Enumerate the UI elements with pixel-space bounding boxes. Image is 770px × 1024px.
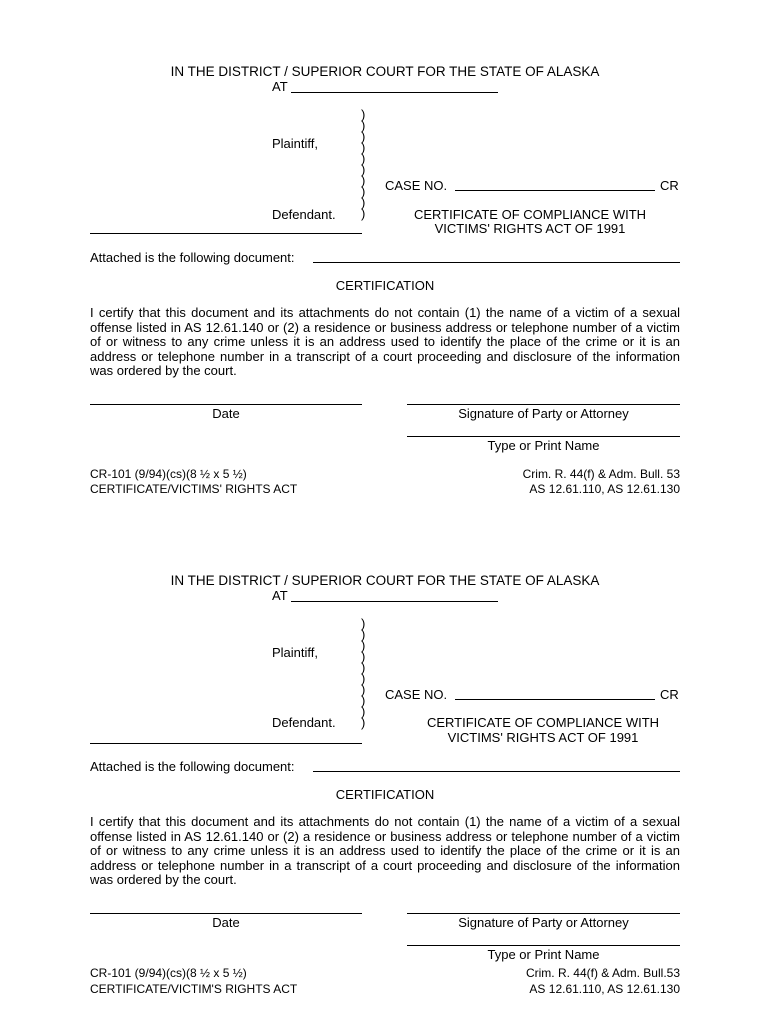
court-title: IN THE DISTRICT / SUPERIOR COURT FOR THE STATE OF ALASKA [170, 573, 600, 588]
certificate-form-2 [0, 509, 770, 1018]
footer-rule-reference: Crim. R. 44(f) & Adm. Bull. 53 [522, 467, 680, 481]
case-no-line[interactable] [455, 699, 655, 700]
certification-text: I certify that this document and its attachments do not contain (1) the name of a victim of a sexual offense listed in AS 12.61.140 or (2) a residence or business address or telephone number of a victim of or witness to any crime unless it is an address used to identify the place of the crime or it is an address or telephone number in a transcript of a court proceeding and disclosure of the information was ordered by the court. [90, 814, 680, 887]
attached-label: Attached is the following document: [90, 759, 295, 774]
plaintiff-label: Plaintiff, [272, 645, 319, 660]
attached-label: Attached is the following document: [90, 250, 295, 265]
footer-form-number: CR-101 (9/94)(cs)(8 ½ x 5 ½) [90, 467, 247, 481]
print-name-label: Type or Print Name [487, 438, 600, 453]
cr-label: CR [660, 687, 679, 702]
caption-parens: ) ) ) ) ) ) ) ) ) ) [361, 616, 366, 730]
cert-title-line1: CERTIFICATE OF COMPLIANCE WITH [426, 715, 660, 730]
cert-title-line1: CERTIFICATE OF COMPLIANCE WITH [413, 207, 647, 222]
footer-form-title: CERTIFICATE/VICTIM'S RIGHTS ACT [90, 982, 298, 996]
at-label: AT [272, 588, 288, 603]
date-line[interactable] [90, 913, 362, 914]
footer-form-title: CERTIFICATE/VICTIMS' RIGHTS ACT [90, 482, 298, 496]
location-line[interactable] [291, 92, 498, 93]
signature-line[interactable] [407, 913, 680, 914]
defendant-label: Defendant. [272, 207, 336, 222]
print-name-line[interactable] [407, 945, 680, 946]
case-no-label: CASE NO. [385, 687, 448, 702]
court-title: IN THE DISTRICT / SUPERIOR COURT FOR THE STATE OF ALASKA [170, 64, 600, 79]
caption-parens: ) ) ) ) ) ) ) ) ) ) [361, 107, 366, 221]
caption-bottom-line [90, 233, 362, 234]
signature-label: Signature of Party or Attorney [458, 406, 629, 421]
certification-text: I certify that this document and its attachments do not contain (1) the name of a victim of a sexual offense listed in AS 12.61.140 or (2) a residence or business address or telephone number of a victim of or witness to any crime unless it is an address used to identify the place of the crime or it is an address or telephone number in a transcript of a court proceeding and disclosure of the information was ordered by the court. [90, 305, 680, 378]
cert-title-line2: VICTIMS' RIGHTS ACT OF 1991 [447, 730, 639, 745]
cert-title-line2: VICTIMS' RIGHTS ACT OF 1991 [434, 221, 626, 236]
signature-label: Signature of Party or Attorney [458, 915, 629, 930]
print-name-label: Type or Print Name [487, 947, 600, 962]
footer-form-number: CR-101 (9/94)(cs)(8 ½ x 5 ½) [90, 966, 247, 980]
case-no-label: CASE NO. [385, 178, 448, 193]
date-label: Date [212, 406, 240, 421]
certification-heading: CERTIFICATION [335, 787, 435, 802]
at-label: AT [272, 79, 288, 94]
footer-rule-reference: Crim. R. 44(f) & Adm. Bull.53 [525, 966, 680, 980]
footer-statute-reference: AS 12.61.110, AS 12.61.130 [529, 982, 680, 996]
plaintiff-label: Plaintiff, [272, 136, 319, 151]
attached-document-line[interactable] [313, 262, 680, 263]
footer-statute-reference: AS 12.61.110, AS 12.61.130 [529, 482, 680, 496]
case-no-line[interactable] [455, 190, 655, 191]
date-line[interactable] [90, 404, 362, 405]
certificate-form-1 [0, 0, 770, 509]
print-name-line[interactable] [407, 436, 680, 437]
signature-line[interactable] [407, 404, 680, 405]
caption-bottom-line [90, 743, 362, 744]
defendant-label: Defendant. [272, 715, 336, 730]
attached-document-line[interactable] [313, 771, 680, 772]
date-label: Date [212, 915, 240, 930]
location-line[interactable] [291, 601, 498, 602]
cr-label: CR [660, 178, 679, 193]
certification-heading: CERTIFICATION [335, 278, 435, 293]
